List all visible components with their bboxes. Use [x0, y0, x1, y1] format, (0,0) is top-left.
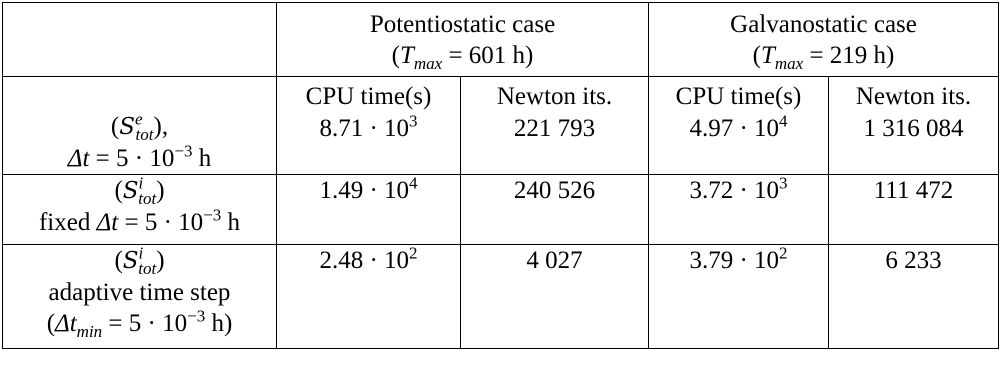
- potentiostatic-title: Potentiostatic case: [369, 11, 556, 38]
- table-row: [3, 245, 999, 349]
- row-label-implicit-fixed: $(S^i_{tot})$ fixed $\Delta t = 5 \cdot 10^{-3}$ h: [3, 175, 277, 245]
- table-cell: $1.49 \cdot 10^4$: [277, 175, 461, 245]
- table-cell: $3.79 \cdot 10^2$: [649, 245, 829, 349]
- table-cell: $3.72 \cdot 10^3$: [649, 175, 829, 245]
- table-row: [3, 175, 999, 245]
- table-cell: 111 472: [829, 175, 999, 245]
- table-cell: $2.48 \cdot 10^2$: [277, 245, 461, 349]
- gal-cpu-cell: CPU time(s) $4.97 \cdot 10^4$: [649, 77, 829, 175]
- potentiostatic-tmax: ($T_{max} = 601$ h): [391, 42, 534, 73]
- table-cell: 6 233: [829, 245, 999, 349]
- galvanostatic-header: [649, 3, 999, 77]
- gal-newton-cell: Newton its. 1 316 084: [829, 77, 999, 175]
- results-table: [2, 2, 999, 349]
- potentiostatic-header: [277, 3, 649, 77]
- table-cell: 4 027: [461, 245, 649, 349]
- pot-newton-cell: Newton its. 221 793: [461, 77, 649, 175]
- empty-corner-cell: [3, 3, 277, 77]
- table-cell: 240 526: [461, 175, 649, 245]
- row-label-implicit-adaptive: $(S^i_{tot})$ adaptive time step ($\Delta t_{min} = 5 \cdot 10^{-3}$ h): [3, 245, 277, 349]
- row-label-explicit: $(S^e_{tot})$, $\Delta t = 5 \cdot 10^{-3}$ h: [3, 77, 277, 175]
- table-row: [3, 77, 999, 175]
- column-header-cpu: CPU time(s): [305, 83, 432, 110]
- galvanostatic-tmax: ($T_{max} = 219$ h): [752, 42, 895, 73]
- pot-cpu-cell: CPU time(s) $8.71 \cdot 10^3$: [277, 77, 461, 175]
- column-header-cpu: CPU time(s): [675, 83, 802, 110]
- galvanostatic-title: Galvanostatic case: [730, 11, 917, 38]
- column-header-newton: Newton its.: [496, 83, 613, 110]
- column-header-newton: Newton its.: [855, 83, 972, 110]
- header-row: [3, 3, 999, 77]
